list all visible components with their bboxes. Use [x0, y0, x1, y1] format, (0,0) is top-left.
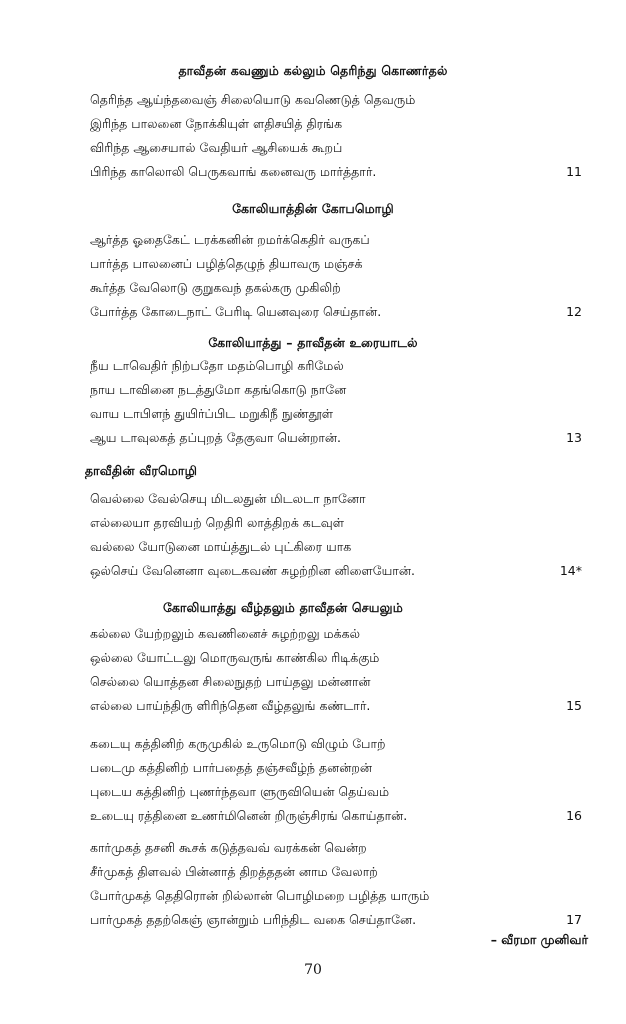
stanza: [90, 136, 590, 184]
verse-line: கடையு கத்தினிற் கருமுகில் உருமொடு விழும் போற்: [90, 736, 386, 751]
verse-line: போர்முகத் தெதிரொன் றில்லான் பொழிமறை பழித்த யாரும்: [90, 888, 430, 903]
verse-number: 15: [566, 698, 582, 713]
verse-line: தெரிந்த ஆய்ந்தவைஞ் சிலையொடு கவணெடுத் தெவரும்: [90, 92, 416, 107]
verse-line: நீய டாவெதிர் நிற்பதோ மதம்பொழி கரிமேல்: [90, 358, 344, 373]
verse-number: 13: [566, 430, 582, 445]
verse-line: கார்முகத் தசனி கூசக் கடுத்தவவ் வரக்கன் வென்ற: [90, 840, 367, 855]
verse-number: 11: [566, 164, 582, 179]
verse-line: ஆர்த்த ஓதைகேட் டரக்கனின் றமர்க்கெதிர் வருகப்: [90, 232, 370, 247]
stanza: [90, 732, 590, 828]
verse-line: [90, 300, 590, 324]
verse-line: வல்லை யோடுனை மாய்த்துடல் புட்கிரை யாக: [90, 539, 352, 554]
verse-line: [90, 426, 590, 450]
verse-line-text: ஒல்செய் வேனெனா வுடைகவண் சுழற்றின னிளையோன்.: [90, 563, 415, 578]
verse-line: [90, 804, 590, 828]
author-attribution: – வீரமா முனிவர்: [490, 932, 588, 947]
section-heading: கோலியாத்தின் கோபமொழி: [232, 201, 394, 216]
section-heading: கோலியாத்து வீழ்தலும் தாவீதன் செயலும்: [163, 600, 403, 615]
verse-number: 17: [566, 912, 582, 927]
verse-line-text: பார்முகத் ததற்கெஞ் ஞான்றும் பரிந்திட வகை செய்தானே.: [90, 912, 417, 927]
verse-line-text: எல்லை பாய்ந்திரு ளிரிந்தென வீழ்தலுங் கண்டார்.: [90, 698, 371, 713]
verse-line: படைமு கத்தினிற் பார்பதைத் தஞ்சவீழ்ந் தனன்றன்: [90, 760, 373, 775]
verse-line-text: போர்த்த கோடைநாட் பேரிடி யெனவுரை செய்தான்.: [90, 304, 382, 319]
stanza: [90, 836, 590, 932]
verse-line: எல்லையா தரவியற் றெதிரி லாத்திறக் கடவுள்: [90, 515, 344, 530]
verse-line: கூர்த்த வேலொடு குறுகவந் தகல்கரு முகிலிற்: [90, 280, 341, 295]
stanza: [90, 354, 590, 450]
verse-line-text: உடையு ரத்தினை உணர்மினென் றிருஞ்சிரங் கொய்தான்.: [90, 808, 408, 823]
section-heading: தாவீதன் கவணும் கல்லும் தெரிந்து கொணர்தல்: [178, 63, 448, 78]
verse-line: [90, 160, 590, 184]
stanza: [90, 622, 590, 718]
verse-line: கல்லை யேற்றலும் கவணினைச் சுழற்றலு மக்கல்: [90, 626, 360, 641]
section-heading: தாவீதின் வீரமொழி: [84, 463, 198, 478]
verse-line: நாய டாவினை நடத்துமோ கதங்கொடு நானே: [90, 382, 347, 397]
page-number: 70: [304, 962, 322, 978]
verse-number: 14*: [559, 563, 582, 578]
verse-line: சீர்முகத் திளவல் பின்னாத் திறத்ததன் னாம வேலாற்: [90, 864, 378, 879]
stanza: [90, 88, 590, 136]
verse-line: வெல்லை வேல்செயு மிடலதுன் மிடலடா நானோ: [90, 491, 366, 506]
verse-line: இரிந்த பாலனை நோக்கியுள் ளதிசயித் திரங்க: [90, 116, 343, 131]
verse-line: செல்லை யொத்தன சிலைநுதற் பாய்தலு மன்னான்: [90, 674, 371, 689]
verse-line: விரிந்த ஆசையால் வேதியர் ஆசியைக் கூறப்: [90, 140, 343, 155]
verse-number: 16: [566, 808, 582, 823]
stanza: [90, 228, 590, 324]
verse-line: வாய டாபிளந் துயிர்ப்பிட மறுகிநீ நுண்தூள்: [90, 406, 334, 421]
verse-line: ஒல்லை யோட்டலு மொருவருங் காண்கில ரிடிக்கும்: [90, 650, 380, 665]
stanza: [90, 487, 590, 583]
verse-number: 12: [566, 304, 582, 319]
verse-line: [90, 559, 590, 583]
section-heading: கோலியாத்து – தாவீதன் உரையாடல்: [208, 335, 418, 350]
verse-line: புடைய கத்தினிற் புணர்ந்தவா ளுருவியென் தெய்வம்: [90, 784, 390, 799]
verse-line: பார்த்த பாலனைப் பழித்தெழுந் தியாவரு மஞ்சக்: [90, 256, 363, 271]
verse-line-text: ஆய டாவுலகத் தப்புறத் தேகுவா யென்றான்.: [90, 430, 342, 445]
verse-line: [90, 908, 590, 932]
verse-line-text: பிரிந்த காலொலி பெருகவாங் கனைவரு மார்த்தார்.: [90, 164, 377, 179]
verse-line: [90, 694, 590, 718]
